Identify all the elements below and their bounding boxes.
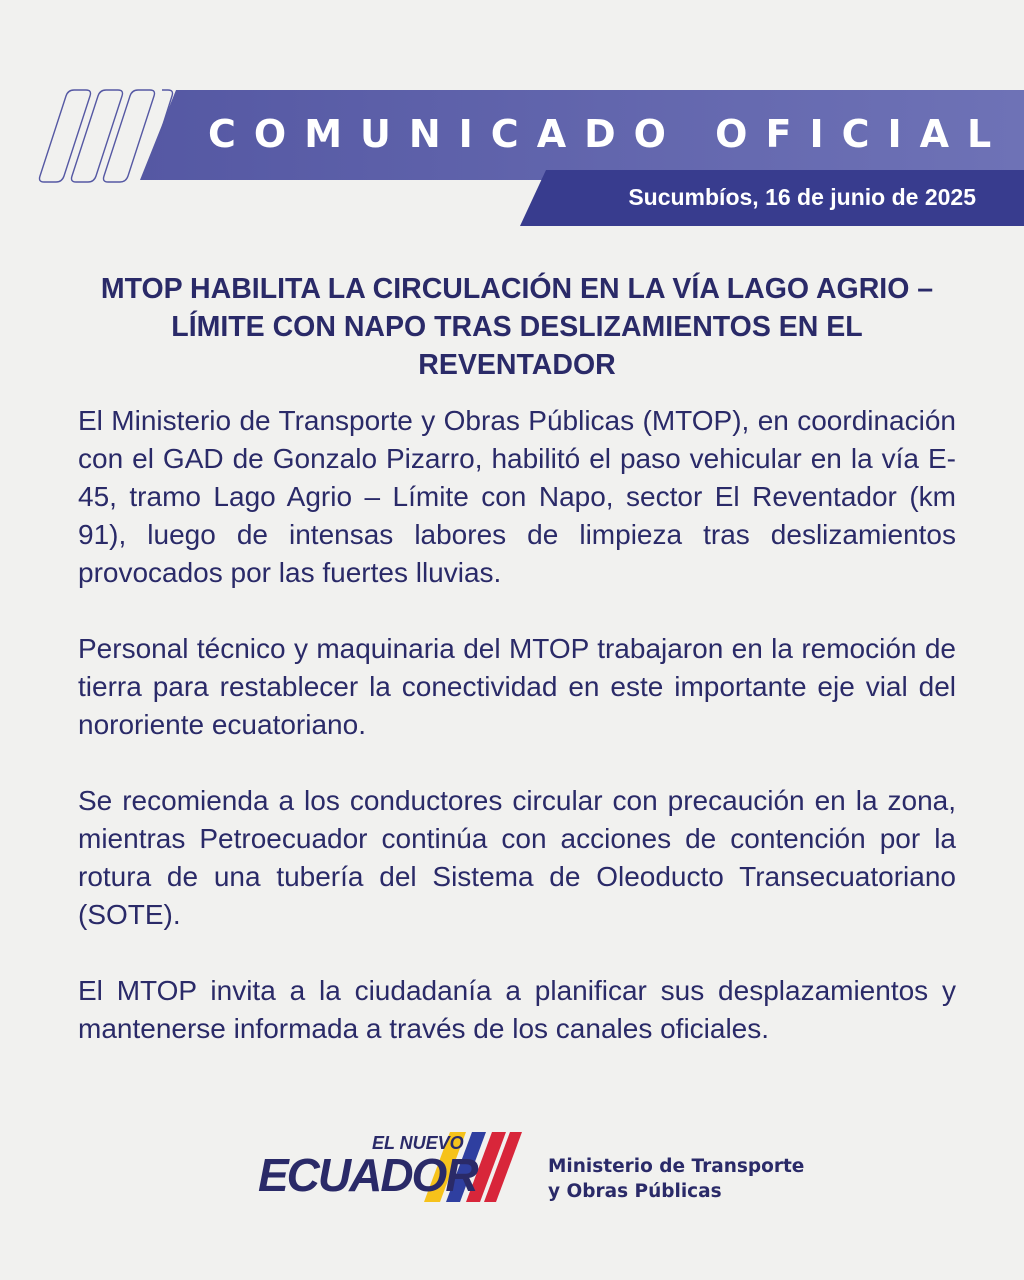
headline: MTOP HABILITA LA CIRCULACIÓN EN LA VÍA LAGO AGRIO – LÍMITE CON NAPO TRAS DESLIZAMIENTOS EN EL REVENTADOR xyxy=(100,273,934,381)
paragraph-4: El MTOP invita a la ciudadanía a planificar sus desplazamientos y mantenerse informada a través de los canales oficiales. xyxy=(78,975,956,1044)
date-text: Sucumbíos, 16 de junio de 2025 xyxy=(628,184,976,210)
header-title: COMUNICADO OFICIAL xyxy=(208,112,1010,156)
paragraph-2: Personal técnico y maquinaria del MTOP trabajaron en la remoción de tierra para restablecer la conectividad en este importante eje vial del nororiente ecuatoriano. xyxy=(78,633,956,740)
paragraph-3: Se recomienda a los conductores circular con precaución en la zona, mientras Petroecuador continúa con acciones de contención por la rotura de una tubería del Sistema de Oleoducto Transecuatoriano (SOTE). xyxy=(78,785,956,930)
logo-el-nuevo: EL NUEVO xyxy=(372,1133,464,1153)
paragraph-1: El Ministerio de Transporte y Obras Públicas (MTOP), en coordinación con el GAD de Gonzalo Pizarro, habilitó el paso vehicular en la vía E-45, tramo Lago Agrio – Límite con Napo, sector El Reventador (km 91), luego de intensas labores de limpieza tras deslizamientos provocados por las fuertes lluvias. xyxy=(78,405,956,588)
logo-ecuador: ECUADOR xyxy=(258,1149,477,1201)
body-text xyxy=(78,402,956,1086)
ministry-name xyxy=(548,1154,804,1204)
ministry-line-2: y Obras Públicas xyxy=(548,1181,722,1202)
decorative-stripes-icon xyxy=(34,88,174,184)
ministry-line-1: Ministerio de Transporte xyxy=(548,1156,805,1177)
